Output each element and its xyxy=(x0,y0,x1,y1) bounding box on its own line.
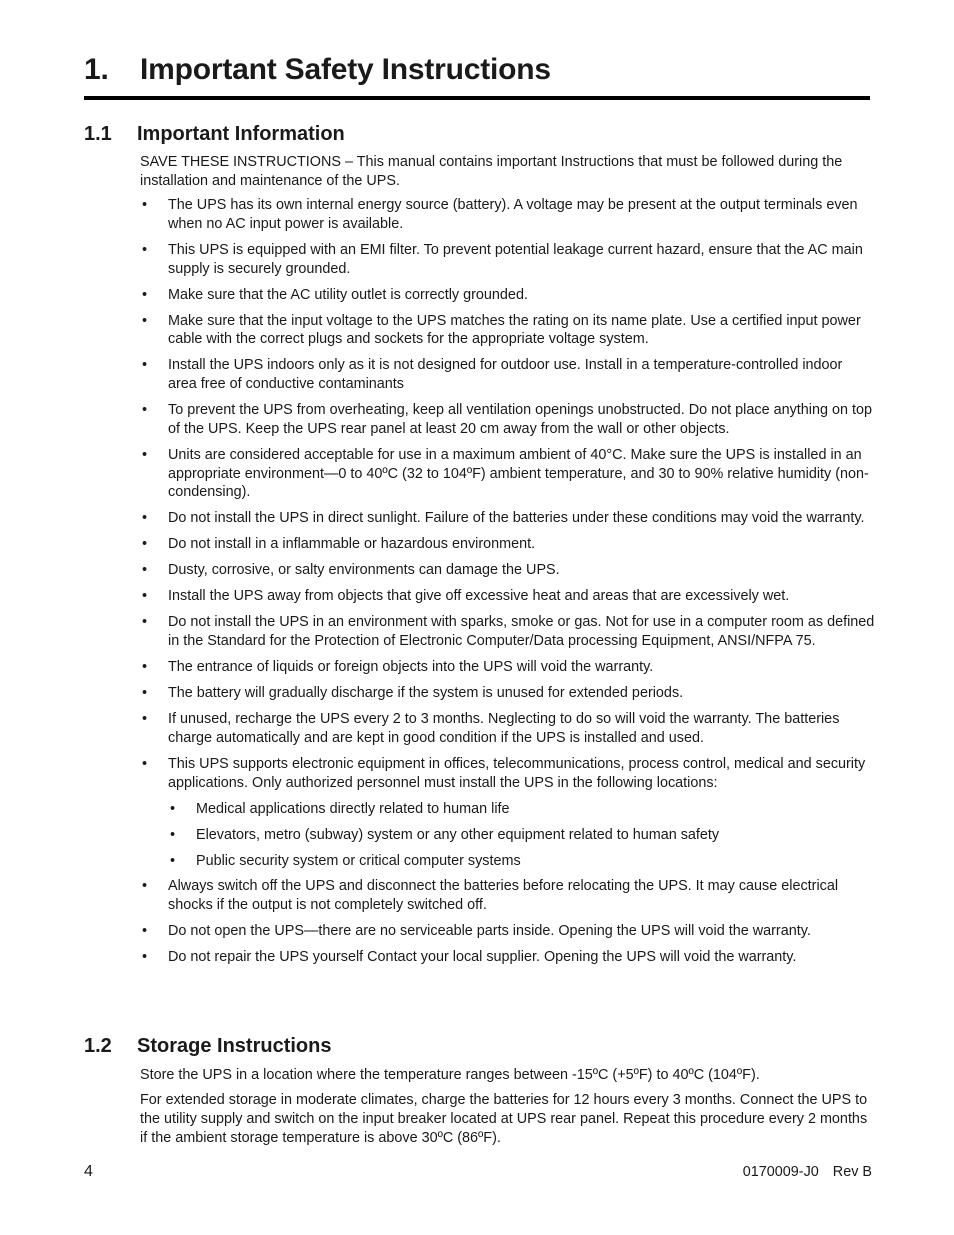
list-item-text: Install the UPS indoors only as it is not designed for outdoor use. Install in a temperature-controlled indoor area free of conductive contaminants xyxy=(168,357,843,393)
bullet-glyph: • xyxy=(142,923,148,940)
list-item-text: Do not install in a inflammable or hazardous environment. xyxy=(168,536,536,553)
section-title: Important Information xyxy=(137,123,345,145)
bullet-glyph: • xyxy=(170,800,176,817)
title-rule xyxy=(84,96,870,100)
list-item xyxy=(140,755,875,870)
bullet-glyph: • xyxy=(142,614,148,631)
sub-list-item-text: Public security system or critical computer systems xyxy=(196,852,521,869)
list-item xyxy=(140,535,875,554)
list-item xyxy=(140,356,875,394)
bullet-glyph: • xyxy=(142,357,148,374)
document-revision: Rev B xyxy=(832,1164,872,1180)
list-item-text: Always switch off the UPS and disconnect the batteries before relocating the UPS. It may cause electrical shocks if the output is not completely switched off. xyxy=(168,878,839,914)
section-number: 1.2 xyxy=(84,1035,112,1057)
safety-bullet-list xyxy=(140,196,875,974)
sub-list-item-text: Medical applications directly related to human life xyxy=(196,800,510,817)
list-item xyxy=(140,286,875,305)
bullet-glyph: • xyxy=(142,286,148,303)
list-item-text: Do not install the UPS in an environment with sparks, smoke or gas. Not for use in a computer room as defined in the Standard for the Protection of Electronic Computer/Data processing Equipment, ANSI/NFPA 75. xyxy=(168,614,875,650)
list-item xyxy=(140,446,875,502)
list-item xyxy=(140,948,875,967)
bullet-glyph: • xyxy=(170,852,176,869)
document-id xyxy=(743,1162,872,1182)
bullet-glyph: • xyxy=(142,312,148,329)
bullet-glyph: • xyxy=(142,949,148,966)
list-item xyxy=(140,561,875,580)
storage-paragraph-1: Store the UPS in a location where the temperature ranges between -15ºC (+5ºF) to 40ºC (104ºF). xyxy=(140,1067,760,1083)
section-number: 1.1 xyxy=(84,123,112,145)
storage-paragraph-2: For extended storage in moderate climates, charge the batteries for 12 hours every 3 months. Connect the UPS to the utility supply and switch on the input breaker located at UPS rear panel. Repeat this procedure every 2 months if the ambient storage temperature is above 30ºC (86ºF). xyxy=(140,1092,868,1146)
bullet-glyph: • xyxy=(142,402,148,419)
list-item-text: Do not repair the UPS yourself Contact your local supplier. Opening the UPS will void the warranty. xyxy=(168,949,797,966)
list-item-text: The battery will gradually discharge if the system is unused for extended periods. xyxy=(168,685,684,702)
bullet-glyph: • xyxy=(142,878,148,895)
list-item xyxy=(140,877,875,915)
page-number: 4 xyxy=(84,1163,93,1180)
list-item xyxy=(140,710,875,748)
list-item-text: This UPS supports electronic equipment in offices, telecommunications, process control, medical and security applications. Only authorized personnel must install the UPS in the following locations: xyxy=(168,755,866,791)
list-item-text: This UPS is equipped with an EMI filter. To prevent potential leakage current hazard, ensure that the AC main supply is securely grounded. xyxy=(168,241,863,277)
page-title xyxy=(84,50,870,90)
list-item xyxy=(140,684,875,703)
bullet-glyph: • xyxy=(142,685,148,702)
list-item-text: The entrance of liquids or foreign objects into the UPS will void the warranty. xyxy=(168,659,654,676)
bullet-glyph: • xyxy=(170,826,176,843)
bullet-glyph: • xyxy=(142,755,148,772)
list-item xyxy=(140,196,875,234)
bullet-glyph: • xyxy=(142,536,148,553)
sub-list-item-text: Elevators, metro (subway) system or any other equipment related to human safety xyxy=(196,826,720,843)
location-sub-list xyxy=(168,800,875,871)
list-item xyxy=(140,613,875,651)
list-item-text: If unused, recharge the UPS every 2 to 3 months. Neglecting to do so will void the warranty. The batteries charge automatically and are kept in good condition if the UPS is installed and used. xyxy=(168,711,840,746)
bullet-glyph: • xyxy=(142,562,148,579)
list-item-text: Dusty, corrosive, or salty environments can damage the UPS. xyxy=(168,562,560,579)
list-item xyxy=(140,922,875,941)
list-item xyxy=(140,401,875,439)
list-item xyxy=(140,312,875,350)
list-item-text: To prevent the UPS from overheating, keep all ventilation openings unobstructed. Do not place anything on top of the UPS. Keep the UPS rear panel at least 20 cm away from the wall or other objects. xyxy=(168,402,872,437)
sub-list-item xyxy=(168,826,875,845)
page-title-text: Important Safety Instructions xyxy=(140,53,551,86)
section-title: Storage Instructions xyxy=(137,1035,332,1057)
bullet-glyph: • xyxy=(142,197,148,213)
list-item-text: Install the UPS away from objects that give off excessive heat and areas that are excessively wet. xyxy=(168,588,790,605)
sub-list-item xyxy=(168,852,875,871)
list-item xyxy=(140,241,875,279)
list-item-text: Units are considered acceptable for use in a maximum ambient of 40°C. Make sure the UPS is installed in an appropriate environment—0 to 40ºC (32 to 104ºF) ambient temperature, and 30 to 90% relative humidity (non-condensing). xyxy=(168,446,869,501)
page-title-number: 1. xyxy=(84,53,109,86)
intro-paragraph: SAVE THESE INSTRUCTIONS – This manual contains important Instructions that must be followed during the installation and maintenance of the UPS. xyxy=(140,154,843,189)
bullet-glyph: • xyxy=(142,659,148,676)
list-item-text: The UPS has its own internal energy source (battery). A voltage may be present at the output terminals even when no AC input power is available. xyxy=(168,197,858,232)
bullet-glyph: • xyxy=(142,588,148,605)
list-item-text: Make sure that the AC utility outlet is correctly grounded. xyxy=(168,286,528,303)
bullet-glyph: • xyxy=(142,711,148,728)
sub-list-item xyxy=(168,800,875,819)
list-item xyxy=(140,658,875,677)
list-item-text: Do not install the UPS in direct sunlight. Failure of the batteries under these conditions may void the warranty. xyxy=(168,510,865,527)
list-item-text: Do not open the UPS—there are no serviceable parts inside. Opening the UPS will void the warranty. xyxy=(168,923,811,940)
bullet-glyph: • xyxy=(142,510,148,527)
list-item-text: Make sure that the input voltage to the UPS matches the rating on its name plate. Use a certified input power cable with the correct plugs and sockets for the appropriate voltage system. xyxy=(168,312,861,348)
document-number: 0170009-J0 xyxy=(742,1164,819,1180)
section-heading-important-information xyxy=(84,122,345,146)
section-heading-storage-instructions xyxy=(84,1034,331,1058)
list-item xyxy=(140,587,875,606)
list-item xyxy=(140,509,875,528)
bullet-glyph: • xyxy=(142,241,148,258)
bullet-glyph: • xyxy=(142,446,148,463)
